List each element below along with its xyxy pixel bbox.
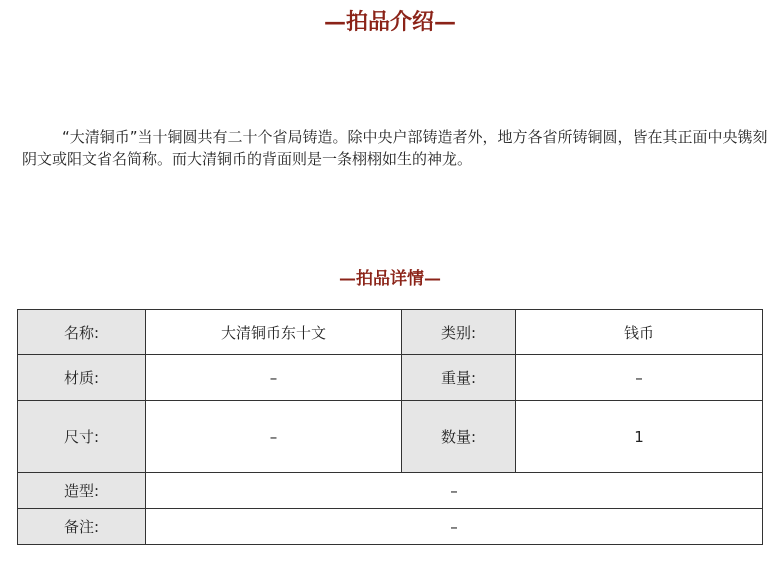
details-title: —拍品详情—	[339, 269, 441, 289]
material-value: –	[146, 355, 402, 401]
intro-paragraph: “大清铜币”当十铜圆共有二十个省局铸造。除中央户部铸造者外，地方各省所铸铜圆，皆在其正面中央镌刻阴文或阳文省名简称。而大清铜币的背面则是一条栩栩如生的神龙。	[22, 128, 768, 168]
category-label: 类别:	[402, 310, 516, 355]
quantity-value: 1	[516, 401, 763, 473]
material-label: 材质:	[18, 355, 146, 401]
remarks-value: –	[146, 509, 763, 545]
details-table	[17, 309, 763, 545]
table-row	[18, 473, 763, 509]
remarks-label: 备注:	[18, 509, 146, 545]
name-label: 名称:	[18, 310, 146, 355]
size-value: –	[146, 401, 402, 473]
table-row	[18, 355, 763, 401]
weight-value: –	[516, 355, 763, 401]
category-value: 钱币	[516, 310, 763, 355]
table-row	[18, 401, 763, 473]
shape-value: –	[146, 473, 763, 509]
table-row	[18, 509, 763, 545]
size-label: 尺寸:	[18, 401, 146, 473]
table-row	[18, 310, 763, 355]
shape-label: 造型:	[18, 473, 146, 509]
weight-label: 重量:	[402, 355, 516, 401]
name-value: 大清铜币东十文	[146, 310, 402, 355]
page-title: —拍品介绍—	[323, 9, 456, 35]
quantity-label: 数量:	[402, 401, 516, 473]
